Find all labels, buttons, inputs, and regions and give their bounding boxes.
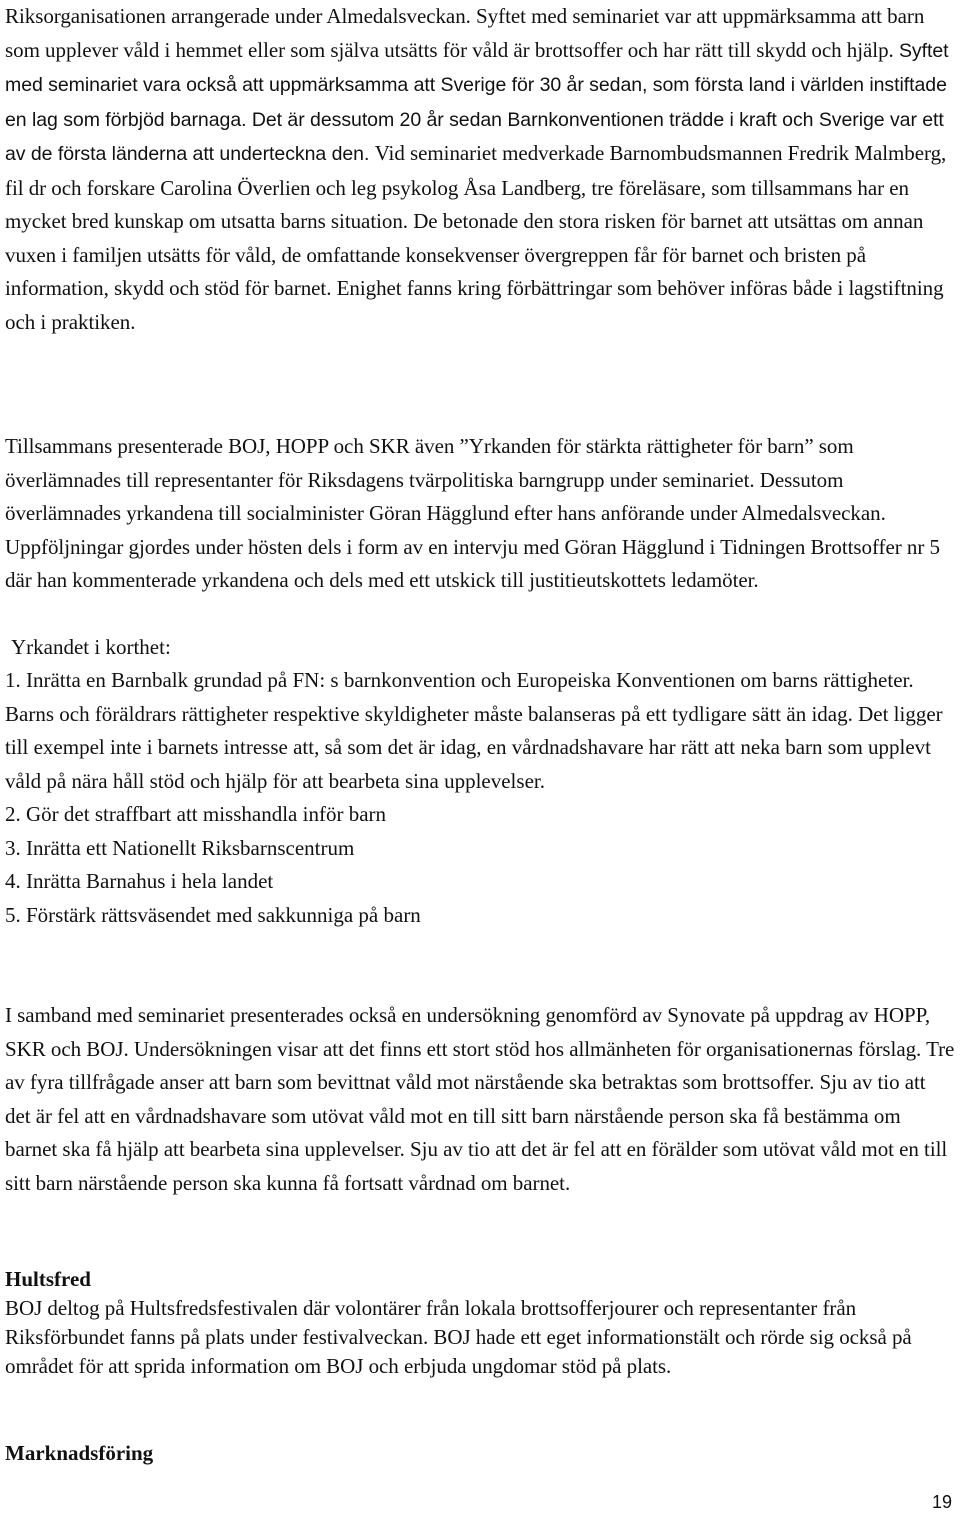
paragraph-survey: I samband med seminariet presenterades också en undersökning genomförd av Synovate på uppdrag av HOPP, SKR och BOJ. Undersökningen visar att det finns ett stort stöd hos allmänheten för organisationernas förslag. Tre av fyra tillfrågade anser att barn som bevittnat våld mot närstående ska betraktas som brottsoffer. Sju av tio att det är fel att en vårdnadshavare som utövat våld mot en till sitt barn närstående person ska få bestämma om barnet ska få hjälp att bearbeta sina upplevelser. Sju av tio att det är fel att en förälder som utövat våld mot en till sitt barn närstående person ska kunna få fortsatt vårdnad om barnet. — [5, 1003, 955, 1195]
demand-item-5: 5. Förstärk rättsväsendet med sakkunniga på barn — [5, 902, 421, 927]
paragraph-almedalen — [5, 0, 955, 339]
paragraph-hultsfred: BOJ deltog på Hultsfredsfestivalen där volontärer från lokala brottsofferjourer och representanter från Riksförbundet fanns på plats under festivalveckan. BOJ hade ett eget informationstält och rörde sig också på området för att sprida information om BOJ och erbjuda ungdomar stöd på plats. — [5, 1296, 912, 1378]
demand-item-2: 2. Gör det straffbart att misshandla inför barn — [5, 802, 387, 826]
paragraph-yrkanden: Tillsammans presenterade BOJ, HOPP och SKR även ”Yrkanden för stärkta rättigheter för barn” som överlämnades till representanter för Riksdagens tvärpolitiska barngrupp under seminariet. Dessutom överlämnades yrkandena till socialminister Göran Hägglund efter hans anförande under Almedalsveckan. Uppföljningar gjordes under hösten dels i form av en intervju med Göran Hägglund i Tidningen Brottsoffer nr 5 där han kommenterade yrkandena och dels med ett utskick till justitieutskottets ledamöter. — [5, 434, 940, 592]
demands-intro: Yrkandet i korthet: — [11, 635, 171, 659]
paragraph-almedalen-part4: Vid seminariet medverkade Barnombudsmannen Fredrik Malmberg, fil dr och forskare Carolina Överlien och leg psykolog Åsa Landberg, tre föreläsare, som tillsammans har en mycket bred kunskap om utsatta barns situation. De betonade den stora risken för barnet att utsättas om annan vuxen i familjen utsätts för våld, de omfattande konsekvenser övergreppen får för barnet och bristen på information, skydd och stöd för barnet. Enighet fanns kring förbättringar som behöver införas både i lagstiftning och i praktiken. — [5, 141, 947, 334]
paragraph-almedalen-part2: Syftet med seminariet vara också att uppmärksamma att Sverige för 30 år sedan, som första land i världen instiftade en lag som förbjöd barnaga. — [5, 39, 949, 131]
paragraph-almedalen-part3: Det är dessutom 20 år sedan Barnkonventionen trädde i kraft och Sverige var ett av de första länderna att underteckna den. — [5, 108, 944, 165]
demand-item-4: 4. Inrätta Barnahus i hela landet — [5, 869, 274, 893]
heading-marknadsforing: Marknadsföring — [5, 1441, 154, 1465]
heading-hultsfred: Hultsfred — [5, 1267, 91, 1291]
demand-item-3: 3. Inrätta ett Nationellt Riksbarnscentrum — [5, 835, 355, 860]
demands-list — [5, 664, 955, 932]
page-number: 19 — [931, 1492, 952, 1512]
demand-item-1: 1. Inrätta en Barnbalk grundad på FN: s barnkonvention och Europeiska Konventionen om barns rättigheter. Barns och föräldrars rättigheter respektive skyldigheter måste balanseras på ett tydligare sätt än idag. Det ligger till exempel inte i barnets intresse att, så som det är idag, en vårdnadshavare har rätt att neka barn som upplevt våld på nära håll stöd och hjälp för att bearbeta sina upplevelser. — [5, 668, 943, 793]
paragraph-almedalen-part1: Riksorganisationen arrangerade under Almedalsveckan. Syftet med seminariet var att uppmärksamma att barn som upplever våld i hemmet eller som själva utsätts för våld är brottsoffer och har rätt till skydd och hjälp. — [5, 4, 925, 62]
